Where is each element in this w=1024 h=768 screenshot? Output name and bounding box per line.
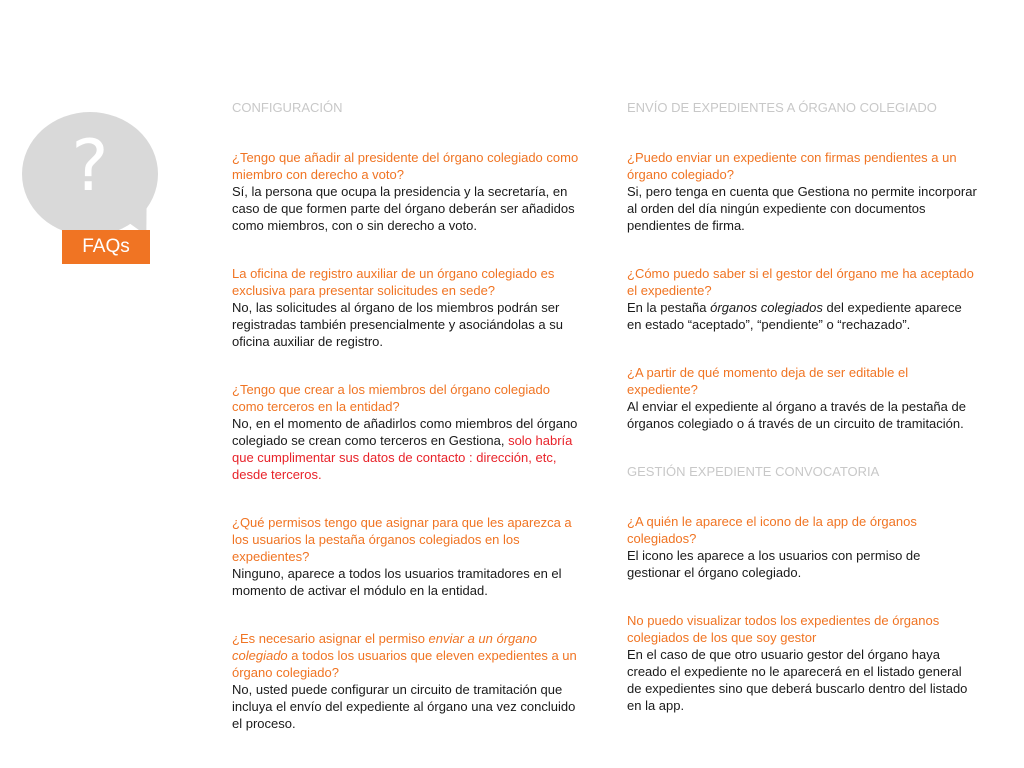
faq-question xyxy=(232,630,582,681)
faq-item xyxy=(627,364,977,432)
faq-question: ¿Tengo que añadir al presidente del órgano colegiado como miembro con derecho a voto? xyxy=(232,150,579,182)
faq-item xyxy=(627,265,977,333)
faq-answer-text: No, en el momento de añadirlos como miembros del órgano colegiado se crean como terceros en Gestiona, xyxy=(232,416,578,448)
faq-answer: El icono les aparece a los usuarios con permiso de gestionar el órgano colegiado. xyxy=(627,548,921,580)
faq-item xyxy=(627,149,977,234)
faq-answer-emphasis: órganos colegiados xyxy=(710,300,823,315)
faq-item xyxy=(232,265,582,350)
faq-item xyxy=(232,630,582,732)
faq-question: ¿A quién le aparece el icono de la app de órganos colegiados? xyxy=(627,514,917,546)
faq-question: ¿Cómo puedo saber si el gestor del órgano me ha aceptado el expediente? xyxy=(627,266,974,298)
faqs-label: FAQs xyxy=(62,230,150,264)
faq-item xyxy=(232,381,582,483)
faq-answer-text: del expediente aparece en estado “aceptado”, “pendiente” o “rechazado”. xyxy=(627,300,962,332)
faq-item xyxy=(627,612,977,714)
faq-answer: No, usted puede configurar un circuito de tramitación que incluya el envío del expediente al órgano una vez concluido el proceso. xyxy=(232,682,576,731)
question-mark-icon: ? xyxy=(71,125,109,207)
faq-question-emphasis: enviar a un órgano colegiado xyxy=(232,631,537,663)
faq-question: ¿Qué permisos tengo que asignar para que les aparezca a los usuarios la pestaña órganos colegiados en los expedientes? xyxy=(232,515,572,564)
faq-item xyxy=(627,513,977,581)
faq-question: ¿Puedo enviar un expediente con firmas pendientes a un órgano colegiado? xyxy=(627,150,957,182)
faq-question: ¿Tengo que crear a los miembros del órgano colegiado como terceros en la entidad? xyxy=(232,382,550,414)
faq-answer: Al enviar el expediente al órgano a través de la pestaña de órganos colegiado o á través de un circuito de tramitación. xyxy=(627,399,966,431)
faq-answer: Sí, la persona que ocupa la presidencia y la secretaría, en caso de que formen parte del órgano deberán ser añadidos como miembros, con o sin derecho a voto. xyxy=(232,184,575,233)
faq-answer: Si, pero tenga en cuenta que Gestiona no permite incorporar al orden del día ningún expediente con documentos pendientes de firma. xyxy=(627,184,977,233)
faq-answer: En el caso de que otro usuario gestor del órgano haya creado el expediente no le aparecerá en el listado general de expedientes sino que deberá buscarlo dentro del listado en la app. xyxy=(627,647,968,713)
right-column xyxy=(627,99,977,745)
faq-question: No puedo visualizar todos los expedientes de órganos colegiados de los que soy gestor xyxy=(627,613,940,645)
faq-question-text: a todos los usuarios que eleven expedientes a un órgano colegiado? xyxy=(232,648,577,680)
faq-answer-highlight: solo habría que cumplimentar sus datos de contacto : dirección, etc, desde terceros. xyxy=(232,433,573,482)
faq-item xyxy=(232,149,582,234)
faq-answer: No, las solicitudes al órgano de los miembros podrán ser registradas también presencialmente y asociándolas a su oficina auxiliar de registro. xyxy=(232,300,563,349)
faq-answer xyxy=(627,299,977,333)
faq-item xyxy=(232,514,582,599)
faq-answer: Ninguno, aparece a todos los usuarios tramitadores en el momento de activar el módulo en la entidad. xyxy=(232,566,562,598)
section-title-gestion: GESTIÓN EXPEDIENTE CONVOCATORIA xyxy=(627,464,880,479)
section-title-configuracion: CONFIGURACIÓN xyxy=(232,100,343,115)
faq-answer xyxy=(232,415,582,483)
left-column xyxy=(232,99,582,763)
faq-question: La oficina de registro auxiliar de un órgano colegiado es exclusiva para presentar solicitudes en sede? xyxy=(232,266,555,298)
faq-question-text: ¿Es necesario asignar el permiso xyxy=(232,631,425,646)
section-title-envio: ENVÍO DE EXPEDIENTES A ÓRGANO COLEGIADO xyxy=(627,100,937,115)
faq-logo xyxy=(22,112,162,268)
faq-answer-text: En la pestaña xyxy=(627,300,707,315)
faq-question: ¿A partir de qué momento deja de ser editable el expediente? xyxy=(627,365,909,397)
